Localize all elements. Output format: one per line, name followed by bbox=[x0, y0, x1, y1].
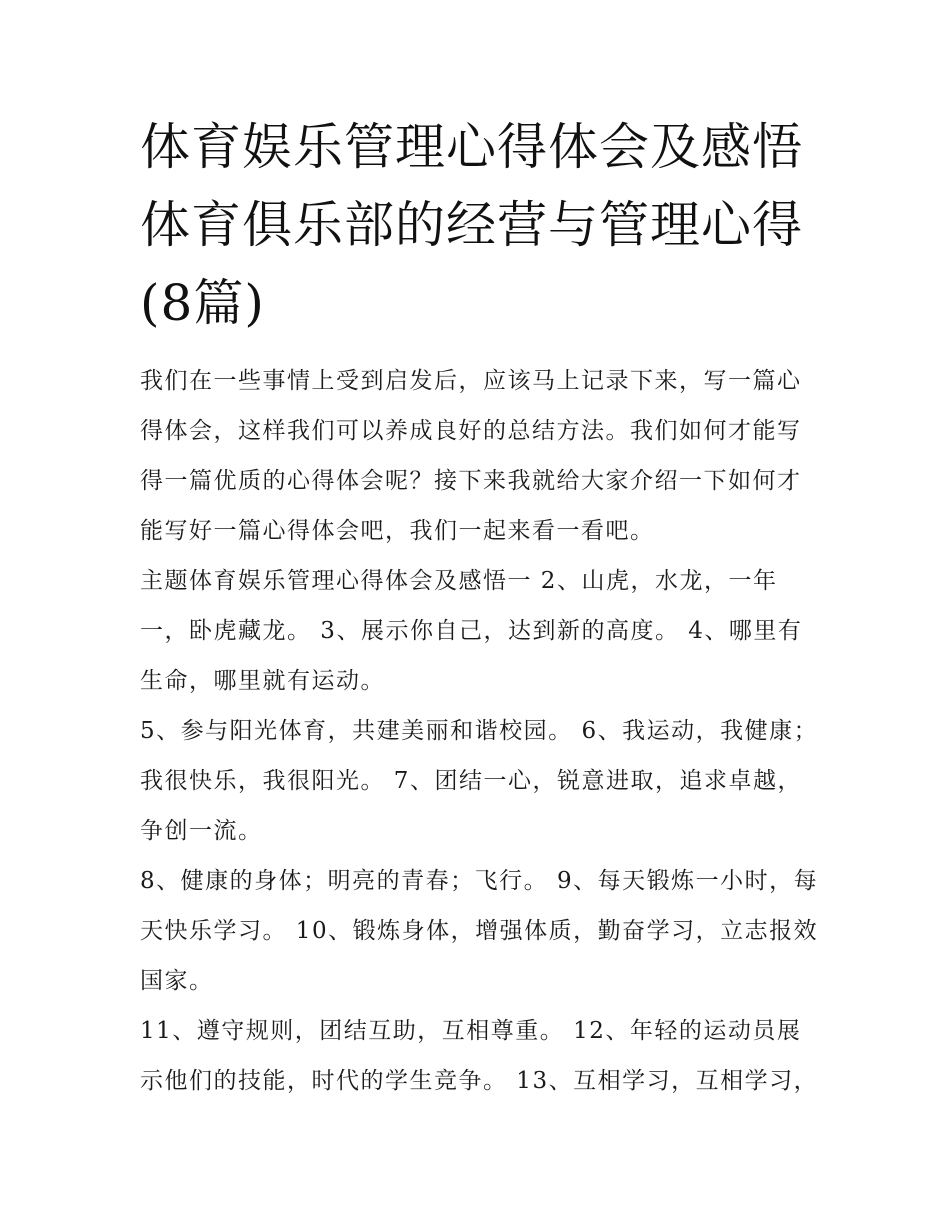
paragraph-slogans-2: 5、参与阳光体育，共建美丽和谐校园。 6、我运动，我健康；我很快乐，我很阳光。 7、团结一心，锐意进取，追求卓越，争创一流。 bbox=[140, 718, 819, 844]
document-title: 体育娱乐管理心得体会及感悟体育俱乐部的经营与管理心得(8篇) bbox=[140, 118, 803, 332]
paragraph-intro: 我们在一些事情上受到启发后，应该马上记录下来，写一篇心得体会，这样我们可以养成良好的总结方法。我们如何才能写得一篇优质的心得体会呢？接下来我就给大家介绍一下如何才能写好一篇心得体会吧，我们一起来看一看吧。 bbox=[140, 368, 802, 544]
paragraph-slogans-3: 8、健康的身体；明亮的青春；飞行。 9、每天锻炼一小时，每天快乐学习。 10、锻炼身体，增强体质，勤奋学习，立志报效国家。 bbox=[140, 868, 819, 994]
paragraph-slogans-4: 11、遵守规则，团结互助，互相尊重。 12、年轻的运动员展示他们的技能，时代的学生竞争。 13、互相学习，互相学习， bbox=[140, 1018, 819, 1094]
paragraph-slogans-1: 主题体育娱乐管理心得体会及感悟一 2、山虎，水龙，一年一，卧虎藏龙。 3、展示你自己，达到新的高度。 4、哪里有生命，哪里就有运动。 bbox=[140, 568, 803, 694]
document-body bbox=[140, 356, 820, 1106]
document-page bbox=[140, 108, 820, 1106]
